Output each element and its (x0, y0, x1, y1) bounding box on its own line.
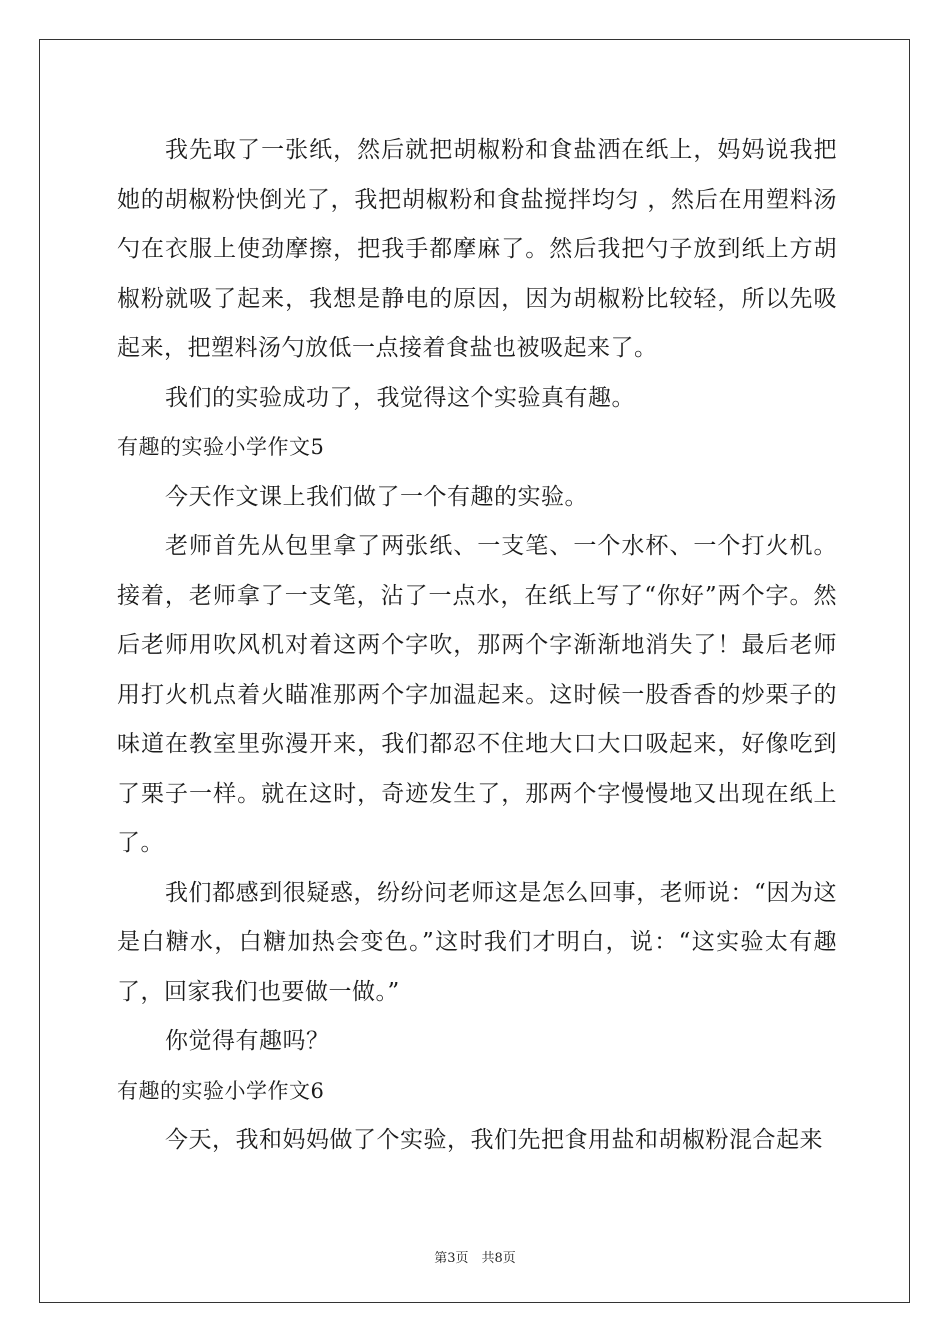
paragraph-experiment-success: 我们的实验成功了，我觉得这个实验真有趣。 (165, 384, 635, 411)
document-body (117, 126, 837, 1166)
section-heading-5: 有趣的实验小学作文5 (117, 435, 325, 459)
paragraph-teacher-demo: 老师首先从包里拿了两张纸、一支笔、一个水杯、一个打火机。接着，老师拿了一支笔，沾了一点水，在纸上写了“你好”两个字。然后老师用吹风机对着这两个字吹，那两个字渐渐地消失了！最后老师用打火机点着火瞄准那两个字加温起来。这时候一股香香的炒栗子的味道在教室里弥漫开来，我们都忍不住地大口大口吸起来，好像吃到了栗子一样。就在这时，奇迹发生了，那两个字慢慢地又出现在纸上了。 (117, 533, 837, 856)
paragraph-intro-5: 今天作文课上我们做了一个有趣的实验。 (165, 483, 588, 510)
page-footer: 第3页 共8页 (434, 1251, 516, 1266)
paragraph-question: 你觉得有趣吗？ (165, 1028, 330, 1054)
paragraph-experiment-steps: 我先取了一张纸，然后就把胡椒粉和食盐洒在纸上，妈妈说我把她的胡椒粉快倒光了，我把胡椒粉和食盐搅拌均匀 ，然后在用塑料汤勺在衣服上使劲摩擦，把我手都摩麻了。然后我把勺子放到纸上方胡椒粉就吸了起来，我想是静电的原因，因为胡椒粉比较轻，所以先吸起来，把塑料汤勺放低一点接着食盐也被吸起来了。 (117, 137, 837, 361)
paragraph-intro-6: 今天，我和妈妈做了个实验，我们先把食用盐和胡椒粉混合起来 (165, 1127, 823, 1153)
paragraph-explanation: 我们都感到很疑惑，纷纷问老师这是怎么回事，老师说：“因为这是白糖水，白糖加热会变色。”这时我们才明白，说：“这实验太有趣了，回家我们也要做一做。” (117, 879, 837, 1005)
section-heading-6: 有趣的实验小学作文6 (117, 1078, 325, 1103)
